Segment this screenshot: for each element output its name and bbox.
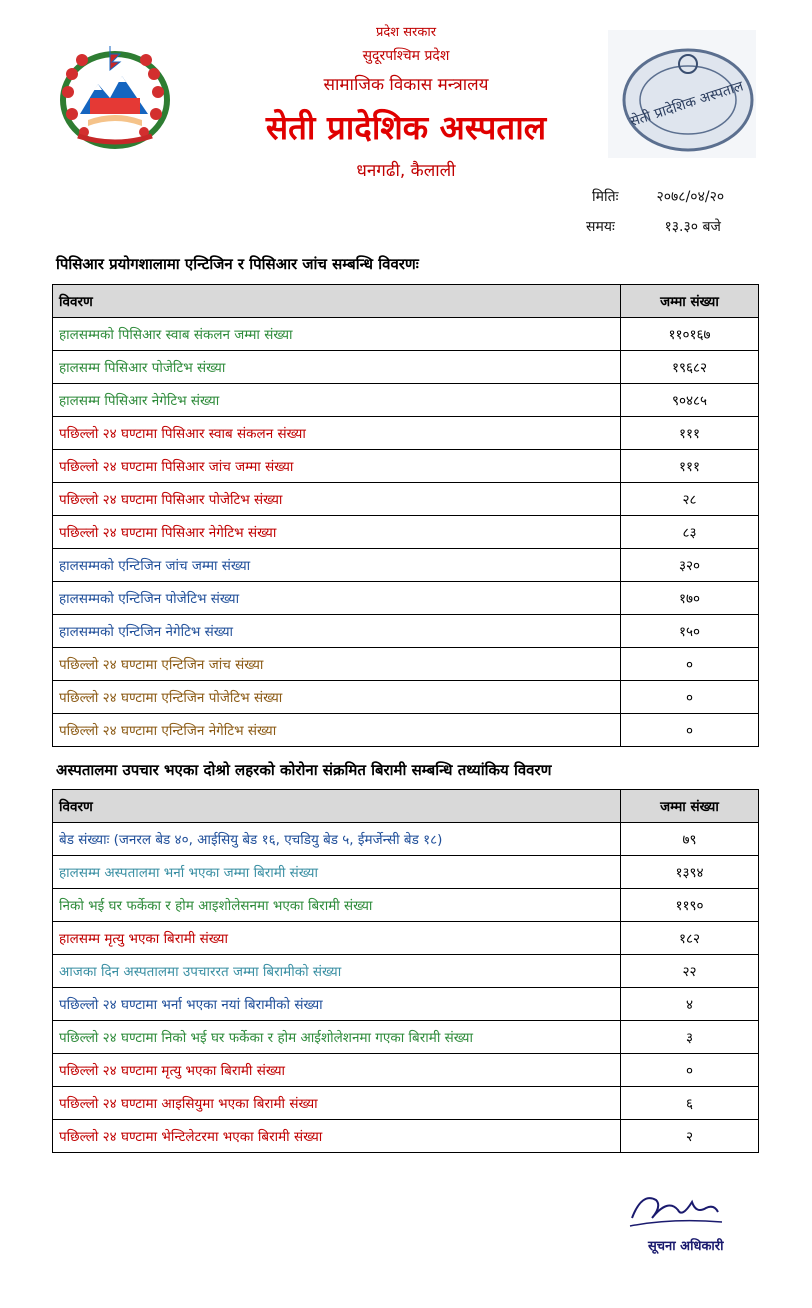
section1-title: पिसिआर प्रयोगशालामा एन्टिजिन र पिसिआर जांच सम्बन्धि विवरणः [56,255,419,273]
table-row [53,681,759,714]
row-description: पछिल्लो २४ घण्टामा एन्टिजिन नेगेटिभ संख्या [53,714,621,747]
row-description: आजका दिन अस्पतालमा उपचाररत जम्मा बिरामीको संख्या [53,955,621,988]
row-description: पछिल्लो २४ घण्टामा एन्टिजिन पोजेटिभ संख्या [53,681,621,714]
table-row [53,648,759,681]
column-header-description: विवरण [53,790,621,823]
row-description: हालसम्म मृत्यु भएका बिरामी संख्या [53,922,621,955]
time-value: १३.३० बजे [664,219,721,235]
time-line [586,217,721,236]
table-row [53,384,759,417]
information-officer-title: सूचना अधिकारी [648,1239,724,1254]
row-total: १११ [621,417,759,450]
table-row [53,516,759,549]
row-description: हालसम्मको पिसिआर स्वाब संकलन जम्मा संख्या [53,318,621,351]
table-row [53,1021,759,1054]
table-row [53,483,759,516]
row-total: ११०१६७ [621,318,759,351]
row-total: ६ [621,1087,759,1120]
row-total: ९०४८५ [621,384,759,417]
hospital-location: धनगढी, कैलाली [356,161,456,181]
table-row [53,318,759,351]
table-row [53,1054,759,1087]
table-row [53,955,759,988]
row-description: बेड संख्याः (जनरल बेड ४०, आईसियु बेड १६, एचडियु बेड ५, ईमर्जेन्सी बेड १८) [53,823,621,856]
row-total: १३९४ [621,856,759,889]
stamp-text: सेती प्रादेशिक अस्पताल [628,78,746,131]
table-row [53,417,759,450]
province-government-label: प्रदेश सरकार [375,25,437,40]
table-row [53,1120,759,1153]
row-description: पछिल्लो २४ घण्टामा भेन्टिलेटरमा भएका बिरामी संख्या [53,1120,621,1153]
row-total: ३ [621,1021,759,1054]
row-description: पछिल्लो २४ घण्टामा पिसिआर स्वाब संकलन संख्या [53,417,621,450]
table-row [53,351,759,384]
row-total: १११ [621,450,759,483]
column-header-description: विवरण [53,285,621,318]
table-row [53,856,759,889]
row-description: पछिल्लो २४ घण्टामा एन्टिजिन जांच संख्या [53,648,621,681]
pcr-antigen-table [52,284,759,747]
row-total: २ [621,1120,759,1153]
table-row [53,922,759,955]
row-total: ० [621,1054,759,1087]
row-description: पछिल्लो २४ घण्टामा पिसिआर जांच जम्मा संख्या [53,450,621,483]
row-description: हालसम्मको एन्टिजिन नेगेटिभ संख्या [53,615,621,648]
row-description: पछिल्लो २४ घण्टामा पिसिआर नेगेटिभ संख्या [53,516,621,549]
row-description: हालसम्म पिसिआर नेगेटिभ संख्या [53,384,621,417]
row-description: पछिल्लो २४ घण्टामा भर्ना भएका नयां बिरामीको संख्या [53,988,621,1021]
table-row [53,889,759,922]
row-total: १५० [621,615,759,648]
table-row [53,988,759,1021]
province-name: सुदूरपश्चिम प्रदेश [362,48,450,64]
row-total: ११९० [621,889,759,922]
row-total: ३२० [621,549,759,582]
table-row [53,823,759,856]
row-total: १७० [621,582,759,615]
ministry-name: सामाजिक विकास मन्त्रालय [323,75,489,95]
date-label: मितिः [592,189,619,205]
table-row [53,549,759,582]
row-description: पछिल्लो २४ घण्टामा पिसिआर पोजेटिभ संख्या [53,483,621,516]
row-total: ८३ [621,516,759,549]
row-total: १९६८२ [621,351,759,384]
row-total: ४ [621,988,759,1021]
table-row [53,714,759,747]
date-line [592,187,724,206]
handwritten-signature [622,1188,732,1232]
row-total: १८२ [621,922,759,955]
row-total: २८ [621,483,759,516]
row-description: हालसम्म अस्पतालमा भर्ना भएका जम्मा बिरामी संख्या [53,856,621,889]
column-header-total: जम्मा संख्या [621,790,759,823]
row-total: ० [621,681,759,714]
table-row [53,615,759,648]
time-label: समयः [586,219,615,235]
row-description: पछिल्लो २४ घण्टामा मृत्यु भएका बिरामी संख्या [53,1054,621,1087]
table-row [53,450,759,483]
row-total: ० [621,714,759,747]
hospital-name: सेती प्रादेशिक अस्पताल [265,108,547,147]
patient-statistics-table [52,789,759,1153]
section2-title: अस्पतालमा उपचार भएका दोश्रो लहरको कोरोना संक्रमित बिरामी सम्बन्धि तथ्यांकिय विवरण [56,761,552,779]
table-header-row [53,790,759,823]
date-value: २०७८/०४/२० [656,189,725,205]
table-row [53,1087,759,1120]
row-total: २२ [621,955,759,988]
column-header-total: जम्मा संख्या [621,285,759,318]
row-description: निको भई घर फर्केका र होम आइशोलेसनमा भएका बिरामी संख्या [53,889,621,922]
row-total: ० [621,648,759,681]
row-description: पछिल्लो २४ घण्टामा आइसियुमा भएका बिरामी संख्या [53,1087,621,1120]
row-description: पछिल्लो २४ घण्टामा निको भई घर फर्केका र होम आईशोलेशनमा गएका बिरामी संख्या [53,1021,621,1054]
row-total: ७९ [621,823,759,856]
row-description: हालसम्मको एन्टिजिन जांच जम्मा संख्या [53,549,621,582]
table-row [53,582,759,615]
table-header-row [53,285,759,318]
row-description: हालसम्म पिसिआर पोजेटिभ संख्या [53,351,621,384]
row-description: हालसम्मको एन्टिजिन पोजेटिभ संख्या [53,582,621,615]
official-stamp [608,30,756,158]
